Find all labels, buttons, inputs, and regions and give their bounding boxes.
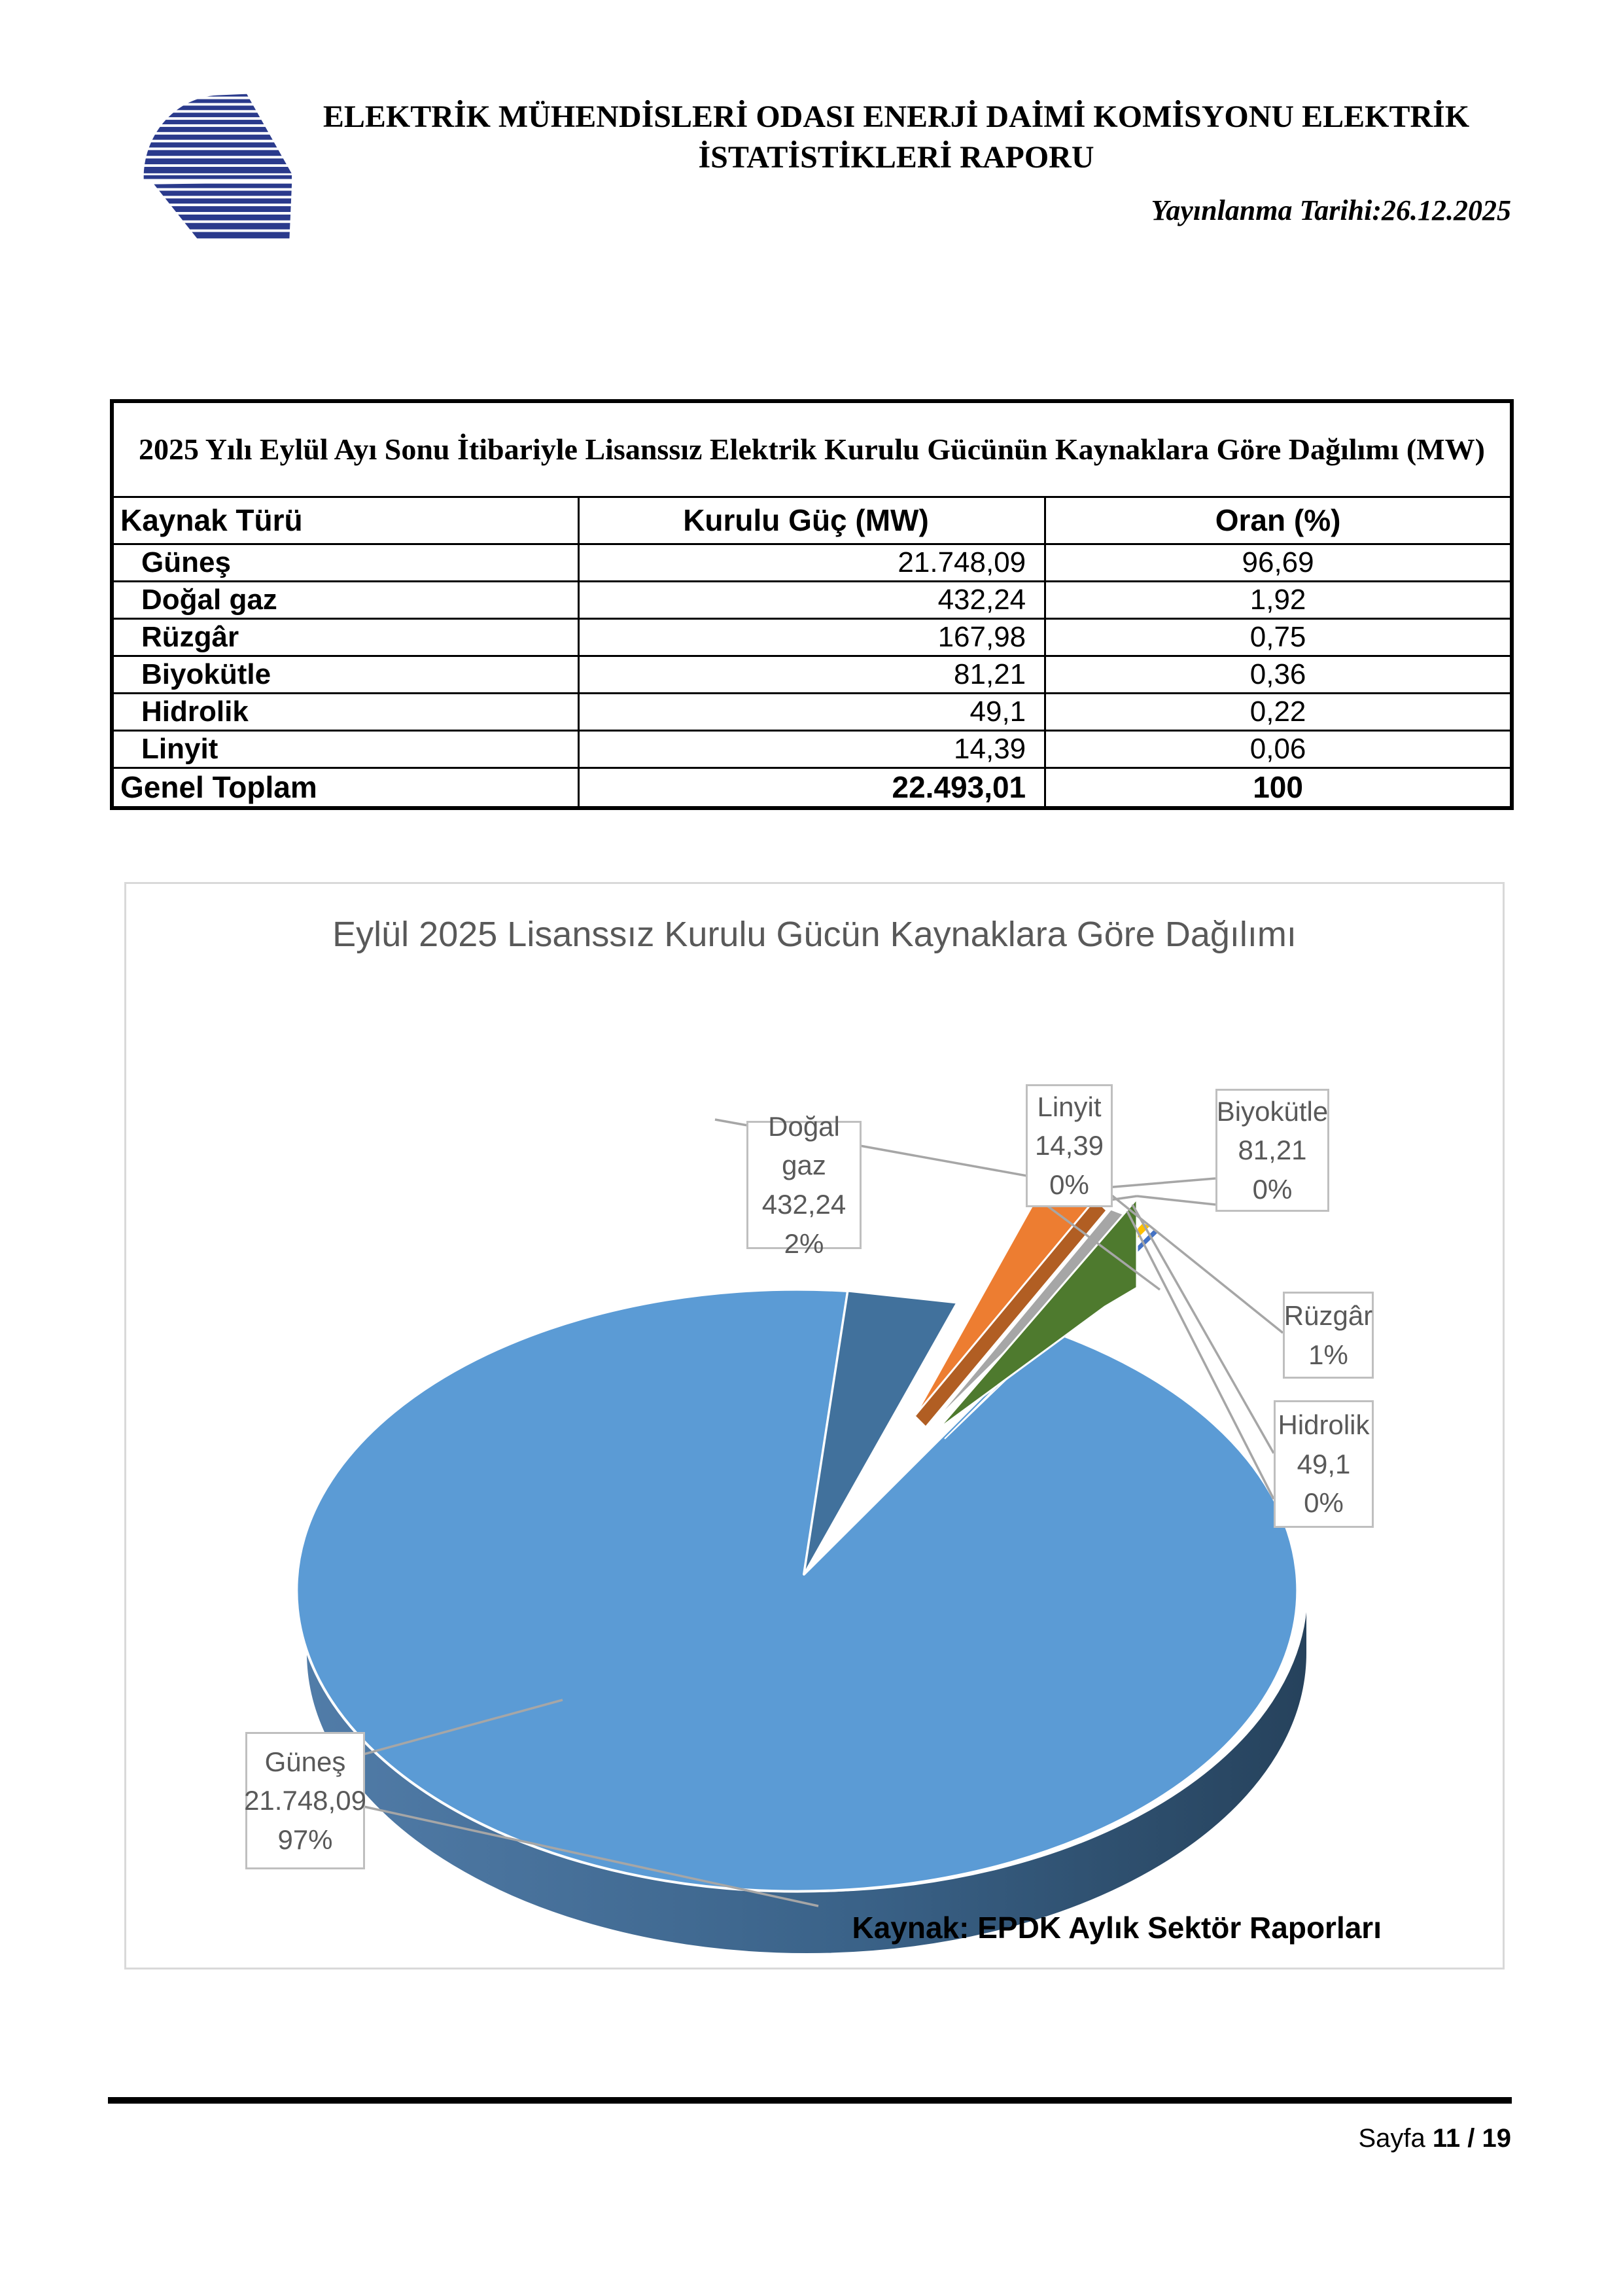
- callout-name: Hidrolik: [1278, 1409, 1370, 1441]
- callout-dogalgaz: [746, 1110, 862, 1259]
- table-row: [112, 544, 1512, 581]
- callout-name: Doğal gaz: [768, 1110, 840, 1181]
- cell-power: 49,1: [578, 693, 1045, 730]
- cell-total-power: 22.493,01: [578, 768, 1045, 808]
- cell-source: Hidrolik: [112, 693, 578, 730]
- cell-share: 0,06: [1045, 730, 1512, 768]
- cell-power: 432,24: [578, 581, 1045, 618]
- cell-source: Doğal gaz: [112, 581, 578, 618]
- table-row: [112, 618, 1512, 656]
- page-number: [1358, 2124, 1511, 2153]
- callout-name: Biyokütle: [1216, 1095, 1329, 1127]
- callout-hidrolik: [1274, 1400, 1374, 1528]
- cell-share: 0,22: [1045, 693, 1512, 730]
- callout-value: 432,24: [761, 1189, 846, 1220]
- callout-value: 49,1: [1297, 1448, 1351, 1479]
- table-title-row: [112, 401, 1512, 497]
- logo-bottom-stripes: [126, 184, 301, 239]
- callout-pct: 0%: [1304, 1487, 1344, 1519]
- document-title-line2: İSTATİSTİKLERİ RAPORU: [698, 140, 1094, 175]
- document-title-line1: ELEKTRİK MÜHENDİSLERİ ODASI ENERJİ DAİMİ KOMİSYONU ELEKTRİK: [323, 99, 1470, 134]
- publish-date: Yayınlanma Tarihi:26.12.2025: [1151, 194, 1511, 226]
- document-title: [281, 97, 1511, 178]
- cell-share: 0,36: [1045, 656, 1512, 693]
- emo-logo: [126, 76, 301, 258]
- cell-power: 14,39: [578, 730, 1045, 768]
- callout-biyokutle: [1215, 1089, 1329, 1212]
- callout-value: 14,39: [1034, 1130, 1104, 1161]
- page-number-value: 11 / 19: [1432, 2124, 1511, 2153]
- table-row: [112, 656, 1512, 693]
- chart-title: Eylül 2025 Lisanssız Kurulu Gücün Kaynaklara Göre Dağılımı: [332, 915, 1297, 954]
- chart-source-note: Kaynak: EPDK Aylık Sektör Raporları: [852, 1911, 1382, 1945]
- cell-total-share: 100: [1045, 768, 1512, 808]
- callout-pct: 0%: [1049, 1169, 1089, 1200]
- table-row: [112, 581, 1512, 618]
- cell-power: 167,98: [578, 618, 1045, 656]
- cell-power: 81,21: [578, 656, 1045, 693]
- col-header-share: Oran (%): [1045, 497, 1512, 544]
- table-row: [112, 693, 1512, 730]
- callout-ruzgar: [1283, 1292, 1374, 1379]
- callout-value: 81,21: [1238, 1135, 1307, 1166]
- footer-divider: [108, 2097, 1512, 2104]
- col-header-source: Kaynak Türü: [112, 497, 578, 544]
- pie-chart-panel: [124, 882, 1505, 1969]
- cell-source: Güneş: [112, 544, 578, 581]
- cell-share: 1,92: [1045, 581, 1512, 618]
- callout-linyit: [1026, 1084, 1113, 1207]
- cell-share: 96,69: [1045, 544, 1512, 581]
- callout-gunes: [245, 1732, 365, 1869]
- callout-pct: 1%: [1308, 1339, 1348, 1370]
- logo-top-stripes: [126, 93, 301, 179]
- cell-source: Biyokütle: [112, 656, 578, 693]
- installed-power-table: [110, 399, 1514, 810]
- cell-share: 0,75: [1045, 618, 1512, 656]
- cell-source: Rüzgâr: [112, 618, 578, 656]
- table-total-row: [112, 768, 1512, 808]
- cell-total-label: Genel Toplam: [112, 768, 578, 808]
- callout-pct: 97%: [277, 1824, 333, 1855]
- cell-power: 21.748,09: [578, 544, 1045, 581]
- table-title: 2025 Yılı Eylül Ayı Sonu İtibariyle Lisanssız Elektrik Kurulu Gücünün Kaynaklara Göre Dağılımı (MW): [112, 401, 1512, 497]
- table-row: [112, 730, 1512, 768]
- leader-line: [1137, 1196, 1215, 1205]
- callout-pct: 0%: [1252, 1173, 1293, 1205]
- callout-name: Linyit: [1037, 1091, 1102, 1122]
- col-header-power: Kurulu Güç (MW): [578, 497, 1045, 544]
- cell-source: Linyit: [112, 730, 578, 768]
- pie-slice-gunes: [296, 1290, 1297, 1892]
- callout-name: Güneş: [264, 1746, 346, 1777]
- leader-line: [1106, 1178, 1215, 1188]
- callout-pct: 2%: [784, 1227, 824, 1259]
- page-number-label: Sayfa: [1358, 2124, 1425, 2153]
- callout-value: 21.748,09: [244, 1785, 366, 1816]
- table-header-row: [112, 497, 1512, 544]
- callout-name: Rüzgâr: [1283, 1299, 1373, 1331]
